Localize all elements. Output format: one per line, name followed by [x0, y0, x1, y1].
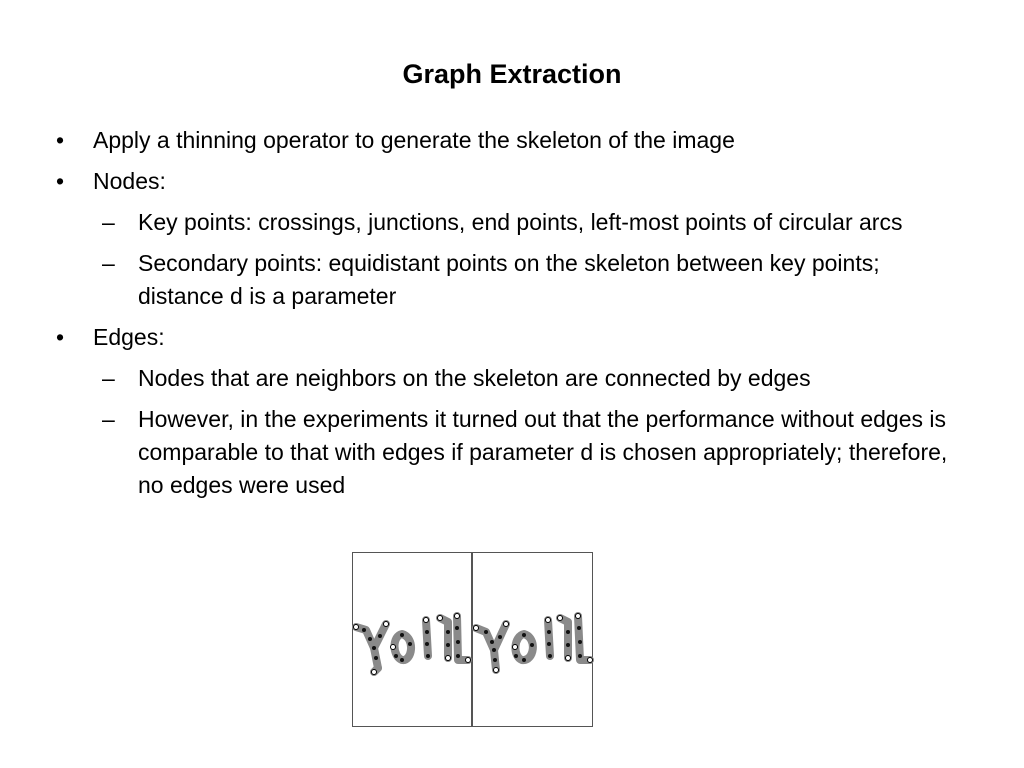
- sub-bullet-marker: –: [102, 406, 115, 432]
- sub-bullet-item: [56, 403, 966, 502]
- bullet-marker: •: [56, 168, 65, 194]
- bullet-item: [56, 165, 966, 198]
- bullet-list: [56, 124, 966, 510]
- sub-bullet-marker: –: [102, 250, 115, 276]
- sub-bullet-item: [56, 206, 966, 239]
- sub-bullet-marker: –: [102, 365, 115, 391]
- sub-bullet-text: Secondary points: equidistant points on the skeleton between key points; distance d is a parameter: [138, 250, 880, 309]
- sub-bullet-marker: –: [102, 209, 115, 235]
- sub-bullet-text: However, in the experiments it turned out that the performance without edges is comparable to that with edges if parameter d is chosen appropriately; therefore, no edges were used: [138, 406, 948, 498]
- right-skeleton-panel: [473, 553, 593, 727]
- bullet-item: [56, 124, 966, 157]
- skeleton-graph-figure: [352, 552, 594, 728]
- sub-bullet-item: [56, 247, 966, 313]
- left-skeleton-panel: [353, 553, 472, 727]
- slide-title: Graph Extraction: [402, 59, 622, 89]
- sub-bullet-text: Key points: crossings, junctions, end points, left-most points of circular arcs: [138, 209, 903, 235]
- sub-bullet-item: [56, 362, 966, 395]
- bullet-item: [56, 321, 966, 354]
- bullet-marker: •: [56, 127, 65, 153]
- bullet-text: Edges:: [93, 324, 165, 350]
- bullet-text: Apply a thinning operator to generate the skeleton of the image: [93, 127, 735, 153]
- bullet-text: Nodes:: [93, 168, 166, 194]
- sub-bullet-text: Nodes that are neighbors on the skeleton are connected by edges: [138, 365, 811, 391]
- bullet-marker: •: [56, 324, 65, 350]
